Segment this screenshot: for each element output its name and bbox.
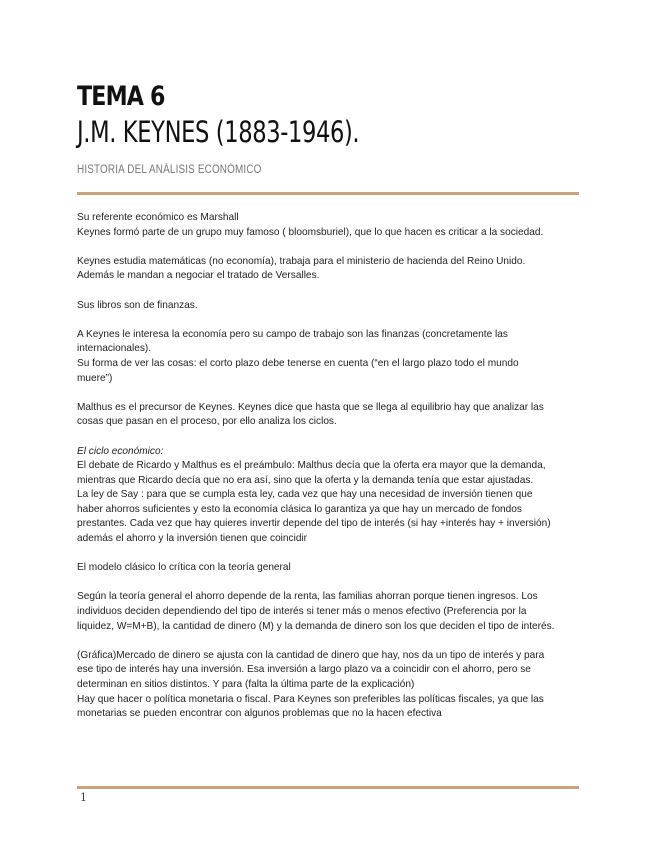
text-line: internacionales).	[77, 343, 152, 355]
title-block	[77, 80, 579, 176]
text-line: Su referente económico es Marshall	[77, 212, 239, 223]
text-line: Sus libros son de finanzas.	[77, 299, 198, 311]
text-line: Además le mandan a negociar el tratado de Versalles.	[77, 270, 320, 282]
text-line: liquidez, W=M+B), la cantidad de dinero (M) y la demanda de dinero son los que deciden el tipo de interés.	[77, 620, 555, 632]
text-line: A Keynes le interesa la economía pero su campo de trabajo son las finanzas (concretamente las	[77, 328, 508, 340]
text-line: (Gráfica)Mercado de dinero se ajusta con la cantidad de dinero que hay, nos da un tipo de interés y para	[77, 649, 545, 661]
text-line: muere”)	[77, 372, 113, 384]
text-line: El modelo clásico lo crítica con la teoría general	[77, 562, 291, 574]
text-line: Keynes formó parte de un grupo muy famoso ( bloomsburiel), que lo que hacen es criticar a la sociedad.	[77, 226, 544, 238]
page-title: TEMA 6	[77, 81, 165, 112]
section-heading: El ciclo económico:	[77, 445, 164, 457]
text-line: Hay que hacer o política monetaria o fiscal. Para Keynes son preferibles las políticas fiscales, ya que las	[77, 693, 544, 705]
text-line: La ley de Say : para que se cumpla esta ley, cada vez que hay una necesidad de inversión tienen que	[77, 489, 533, 501]
text-line: prestantes. Cada vez que hay quieres invertir depende del tipo de interés (si hay +interés hay + inversión)	[77, 518, 551, 530]
text-line: cosas que pasan en el proceso, por ello analiza los ciclos.	[77, 416, 337, 428]
page-subtitle-author: J.M. KEYNES (1883-1946).	[77, 115, 360, 149]
text-line: mientras que Ricardo decía que no era así, sino que la oferta y la demanda tenía que estar ajustadas.	[77, 474, 534, 486]
document-body	[77, 211, 579, 722]
text-line: Según la teoría general el ahorro depende de la renta, las familias ahorran porque tienen ingresos. Los	[77, 591, 538, 603]
text-line: individuos deciden dependiendo del tipo de interés si tener más o menos efectivo (Preferencia por la	[77, 606, 527, 618]
page-number: 1	[80, 791, 87, 804]
text-line: Su forma de ver las cosas: el corto plazo debe tenerse en cuenta (“en el largo plazo todo el mundo	[77, 357, 519, 369]
header-divider	[77, 192, 579, 195]
text-line: Malthus es el precursor de Keynes. Keynes dice que hasta que se llega al equilibrio hay que analizar las	[77, 401, 544, 413]
text-line: Keynes estudia matemáticas (no economía), trabaja para el ministerio de hacienda del Reino Unido.	[77, 255, 526, 267]
text-line: monetarias se pueden encontrar con algunos problemas que no la hacen efectiva	[77, 708, 442, 720]
text-line: El debate de Ricardo y Malthus es el preámbulo: Malthus decía que la oferta era mayor que la demanda,	[77, 460, 546, 472]
text-line: ese tipo de interés hay una inversión. Esa inversión a largo plazo va a coincidir con el ahorro, pero se	[77, 664, 531, 676]
text-line: además el ahorro y la inversión tienen que coincidir	[77, 533, 308, 545]
footer-divider	[77, 786, 579, 789]
text-line: haber ahorros suficientes y esto la economía clásica lo garantiza ya que hay un mercado de fondos	[77, 503, 522, 515]
text-line: determinan en sitios distintos. Y para (falta la última parte de la explicación)	[77, 679, 415, 690]
course-subtitle: HISTORIA DEL ANÁLISIS ECONÓMICO	[77, 164, 262, 176]
